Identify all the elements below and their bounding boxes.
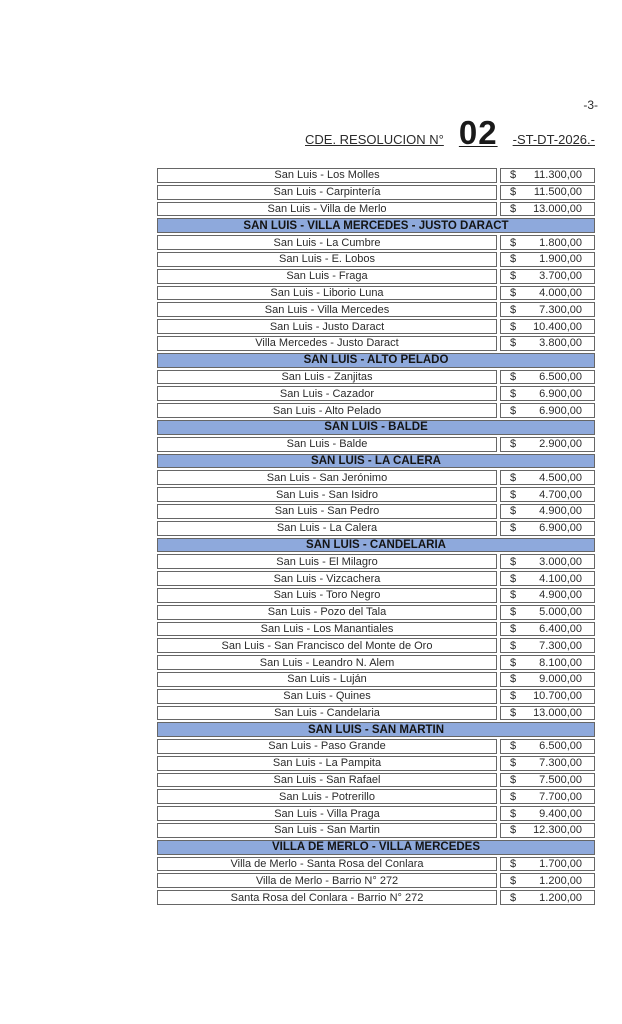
table-row: [157, 202, 595, 217]
fare-amount: 7.300,00: [539, 757, 582, 770]
section-header-label: SAN LUIS - BALDE: [157, 420, 595, 435]
fare-cell: [500, 672, 595, 687]
table-row: [157, 873, 595, 888]
route-name: San Luis - Carpintería: [157, 185, 497, 200]
fare-amount: 13.000,00: [533, 706, 582, 719]
route-name: San Luis - Quines: [157, 689, 497, 704]
currency-symbol: $: [510, 505, 517, 518]
fare-cell: [500, 638, 595, 653]
fare-cell: [500, 403, 595, 418]
fare-cell: [500, 319, 595, 334]
table-row: [157, 672, 595, 687]
fare-cell: [500, 521, 595, 536]
table-row: [157, 319, 595, 334]
fare-amount: 6.900,00: [539, 522, 582, 535]
fare-cell: [500, 386, 595, 401]
currency-symbol: $: [510, 774, 517, 787]
fare-cell: [500, 706, 595, 721]
fare-cell: [500, 789, 595, 804]
table-row: [157, 504, 595, 519]
fare-cell: [500, 773, 595, 788]
fare-amount: 4.000,00: [539, 286, 582, 299]
route-name: Villa Mercedes - Justo Daract: [157, 336, 497, 351]
route-name: Villa de Merlo - Santa Rosa del Conlara: [157, 857, 497, 872]
fare-amount: 1.200,00: [539, 874, 582, 887]
section-header-row: [157, 840, 595, 855]
currency-symbol: $: [510, 874, 517, 887]
currency-symbol: $: [510, 622, 517, 635]
currency-symbol: $: [510, 639, 517, 652]
table-row: [157, 386, 595, 401]
table-row: [157, 689, 595, 704]
route-name: San Luis - San Rafael: [157, 773, 497, 788]
fare-amount: 2.900,00: [539, 438, 582, 451]
section-header-label: SAN LUIS - VILLA MERCEDES - JUSTO DARACT: [157, 218, 595, 233]
route-name: San Luis - Los Molles: [157, 168, 497, 183]
route-name: San Luis - San Jerónimo: [157, 470, 497, 485]
route-name: San Luis - Zanjitas: [157, 370, 497, 385]
page-number: -3-: [583, 98, 598, 112]
table-row: [157, 554, 595, 569]
fare-amount: 6.500,00: [539, 370, 582, 383]
table-row: [157, 470, 595, 485]
fare-amount: 5.000,00: [539, 606, 582, 619]
fare-amount: 11.300,00: [533, 169, 582, 182]
fare-cell: [500, 588, 595, 603]
fare-amount: 4.700,00: [539, 488, 582, 501]
route-name: Villa de Merlo - Barrio N° 272: [157, 873, 497, 888]
fare-cell: [500, 336, 595, 351]
table-row: [157, 168, 595, 183]
fare-amount: 1.700,00: [539, 858, 582, 871]
currency-symbol: $: [510, 471, 517, 484]
currency-symbol: $: [510, 522, 517, 535]
currency-symbol: $: [510, 572, 517, 585]
currency-symbol: $: [510, 286, 517, 299]
fare-amount: 9.400,00: [539, 807, 582, 820]
table-row: [157, 437, 595, 452]
fare-cell: [500, 202, 595, 217]
table-row: [157, 773, 595, 788]
fare-cell: [500, 554, 595, 569]
fare-cell: [500, 487, 595, 502]
currency-symbol: $: [510, 236, 517, 249]
fare-amount: 7.300,00: [539, 303, 582, 316]
table-row: [157, 252, 595, 267]
currency-symbol: $: [510, 253, 517, 266]
route-name: San Luis - Toro Negro: [157, 588, 497, 603]
currency-symbol: $: [510, 169, 517, 182]
fare-cell: [500, 504, 595, 519]
route-name: San Luis - E. Lobos: [157, 252, 497, 267]
table-row: [157, 706, 595, 721]
currency-symbol: $: [510, 320, 517, 333]
fare-cell: [500, 470, 595, 485]
fare-amount: 4.900,00: [539, 505, 582, 518]
fare-amount: 10.700,00: [533, 690, 582, 703]
currency-symbol: $: [510, 891, 517, 904]
section-header-label: SAN LUIS - LA CALERA: [157, 454, 595, 469]
currency-symbol: $: [510, 790, 517, 803]
table-row: [157, 336, 595, 351]
resolution-number: 02: [458, 114, 498, 151]
fare-amount: 1.200,00: [539, 891, 582, 904]
fare-cell: [500, 873, 595, 888]
fare-amount: 13.000,00: [533, 202, 582, 215]
route-name: San Luis - Candelaria: [157, 706, 497, 721]
table-row: [157, 286, 595, 301]
fare-cell: [500, 302, 595, 317]
currency-symbol: $: [510, 589, 517, 602]
fare-amount: 4.900,00: [539, 589, 582, 602]
currency-symbol: $: [510, 606, 517, 619]
table-row: [157, 370, 595, 385]
table-row: [157, 185, 595, 200]
table-row: [157, 302, 595, 317]
fare-amount: 7.300,00: [539, 639, 582, 652]
fare-cell: [500, 823, 595, 838]
route-name: Santa Rosa del Conlara - Barrio N° 272: [157, 890, 497, 905]
fare-amount: 1.900,00: [539, 253, 582, 266]
fare-cell: [500, 689, 595, 704]
route-name: San Luis - Villa de Merlo: [157, 202, 497, 217]
section-header-row: [157, 353, 595, 368]
fare-cell: [500, 370, 595, 385]
table-row: [157, 571, 595, 586]
section-header-row: [157, 420, 595, 435]
fare-cell: [500, 269, 595, 284]
route-name: San Luis - Potrerillo: [157, 789, 497, 804]
fare-cell: [500, 252, 595, 267]
table-row: [157, 487, 595, 502]
table-row: [157, 622, 595, 637]
route-name: San Luis - La Pampita: [157, 756, 497, 771]
section-header-row: [157, 218, 595, 233]
fare-amount: 3.000,00: [539, 555, 582, 568]
route-name: San Luis - La Calera: [157, 521, 497, 536]
fare-cell: [500, 605, 595, 620]
fare-amount: 6.500,00: [539, 740, 582, 753]
fare-amount: 4.100,00: [539, 572, 582, 585]
table-row: [157, 789, 595, 804]
table-row: [157, 269, 595, 284]
route-name: San Luis - San Pedro: [157, 504, 497, 519]
currency-symbol: $: [510, 186, 517, 199]
table-row: [157, 521, 595, 536]
fare-cell: [500, 168, 595, 183]
currency-symbol: $: [510, 555, 517, 568]
fare-amount: 9.000,00: [539, 673, 582, 686]
currency-symbol: $: [510, 673, 517, 686]
route-name: San Luis - Leandro N. Alem: [157, 655, 497, 670]
route-name: San Luis - San Isidro: [157, 487, 497, 502]
route-name: San Luis - Pozo del Tala: [157, 605, 497, 620]
currency-symbol: $: [510, 706, 517, 719]
resolution-prefix: CDE. RESOLUCION N°: [305, 132, 444, 147]
route-name: San Luis - Balde: [157, 437, 497, 452]
route-name: San Luis - Luján: [157, 672, 497, 687]
table-row: [157, 857, 595, 872]
fare-amount: 1.800,00: [539, 236, 582, 249]
route-name: San Luis - La Cumbre: [157, 235, 497, 250]
currency-symbol: $: [510, 488, 517, 501]
fare-amount: 8.100,00: [539, 656, 582, 669]
fare-cell: [500, 655, 595, 670]
fare-amount: 4.500,00: [539, 471, 582, 484]
route-name: San Luis - Liborio Luna: [157, 286, 497, 301]
table-row: [157, 739, 595, 754]
section-header-label: SAN LUIS - ALTO PELADO: [157, 353, 595, 368]
fare-cell: [500, 185, 595, 200]
fare-amount: 10.400,00: [533, 320, 582, 333]
resolution-suffix: -ST-DT-2026.-: [512, 132, 595, 147]
table-row: [157, 638, 595, 653]
currency-symbol: $: [510, 757, 517, 770]
table-row: [157, 823, 595, 838]
fare-cell: [500, 857, 595, 872]
resolution-header: [305, 116, 595, 149]
currency-symbol: $: [510, 858, 517, 871]
fare-cell: [500, 235, 595, 250]
table-row: [157, 890, 595, 905]
fare-amount: 3.800,00: [539, 337, 582, 350]
route-name: San Luis - Vizcachera: [157, 571, 497, 586]
currency-symbol: $: [510, 370, 517, 383]
fare-table: [157, 168, 595, 907]
route-name: San Luis - Alto Pelado: [157, 403, 497, 418]
route-name: San Luis - San Francisco del Monte de Oro: [157, 638, 497, 653]
route-name: San Luis - San Martin: [157, 823, 497, 838]
fare-cell: [500, 622, 595, 637]
table-row: [157, 806, 595, 821]
currency-symbol: $: [510, 387, 517, 400]
currency-symbol: $: [510, 337, 517, 350]
currency-symbol: $: [510, 202, 517, 215]
section-header-label: SAN LUIS - CANDELARIA: [157, 538, 595, 553]
currency-symbol: $: [510, 656, 517, 669]
section-header-label: VILLA DE MERLO - VILLA MERCEDES: [157, 840, 595, 855]
section-header-row: [157, 538, 595, 553]
table-row: [157, 655, 595, 670]
fare-amount: 11.500,00: [533, 186, 582, 199]
fare-cell: [500, 437, 595, 452]
table-row: [157, 605, 595, 620]
fare-cell: [500, 739, 595, 754]
route-name: San Luis - Cazador: [157, 386, 497, 401]
fare-amount: 6.900,00: [539, 387, 582, 400]
route-name: San Luis - Los Manantiales: [157, 622, 497, 637]
fare-amount: 7.700,00: [539, 790, 582, 803]
currency-symbol: $: [510, 824, 517, 837]
table-row: [157, 588, 595, 603]
section-header-row: [157, 722, 595, 737]
route-name: San Luis - Villa Praga: [157, 806, 497, 821]
fare-cell: [500, 756, 595, 771]
table-row: [157, 235, 595, 250]
route-name: San Luis - El Milagro: [157, 554, 497, 569]
fare-cell: [500, 286, 595, 301]
fare-cell: [500, 890, 595, 905]
currency-symbol: $: [510, 690, 517, 703]
currency-symbol: $: [510, 740, 517, 753]
route-name: San Luis - Villa Mercedes: [157, 302, 497, 317]
fare-amount: 6.900,00: [539, 404, 582, 417]
fare-amount: 3.700,00: [539, 270, 582, 283]
fare-amount: 7.500,00: [539, 774, 582, 787]
currency-symbol: $: [510, 270, 517, 283]
fare-cell: [500, 571, 595, 586]
route-name: San Luis - Justo Daract: [157, 319, 497, 334]
table-row: [157, 403, 595, 418]
currency-symbol: $: [510, 438, 517, 451]
route-name: San Luis - Paso Grande: [157, 739, 497, 754]
table-row: [157, 756, 595, 771]
currency-symbol: $: [510, 303, 517, 316]
route-name: San Luis - Fraga: [157, 269, 497, 284]
currency-symbol: $: [510, 807, 517, 820]
fare-amount: 12.300,00: [533, 824, 582, 837]
fare-amount: 6.400,00: [539, 622, 582, 635]
section-header-row: [157, 454, 595, 469]
section-header-label: SAN LUIS - SAN MARTIN: [157, 722, 595, 737]
fare-cell: [500, 806, 595, 821]
currency-symbol: $: [510, 404, 517, 417]
